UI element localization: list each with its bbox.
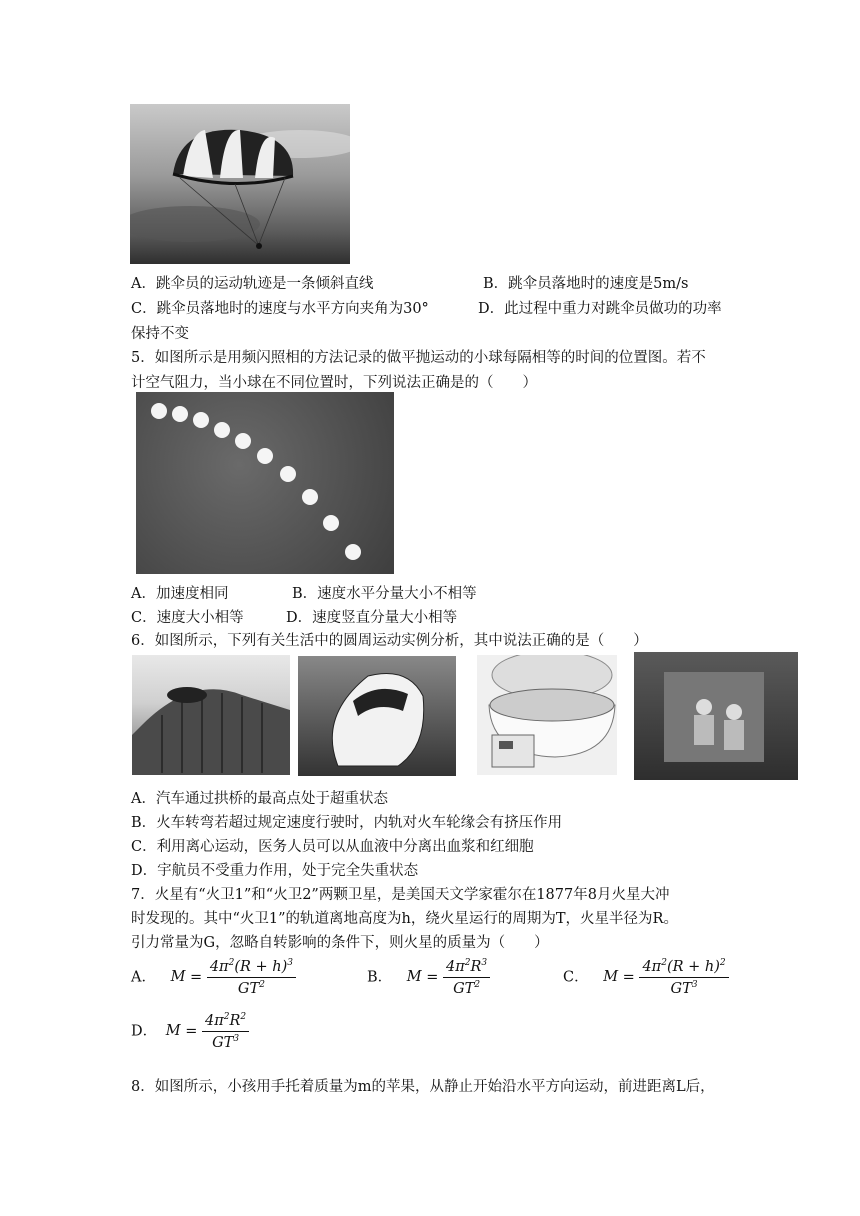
q4-option-a: A．跳伞员的运动轨迹是一条倾斜直线 (131, 276, 374, 292)
projectile-strobe-photo (136, 392, 394, 574)
q6-option-c: C．利用离心运动，医务人员可以从血液中分离出血浆和红细胞 (131, 839, 534, 855)
q6-option-d: D．宇航员不受重力作用，处于完全失重状态 (131, 863, 419, 879)
q4-option-d-continued: 保持不变 (131, 326, 189, 342)
q7-option-c-label: C． (563, 969, 589, 986)
q7-option-a-label: A． (131, 969, 156, 986)
q7-stem-line1: 7．火星有“火卫1”和“火卫2”两颗卫星，是美国天文学家霍尔在1877年8月火星大冲 (131, 887, 670, 903)
q5-option-d: D．速度竖直分量大小相等 (286, 610, 458, 626)
q4-option-c: C．跳伞员落地时的速度与水平方向夹角为30° (131, 301, 429, 317)
q8-stem: 8．如图所示，小孩用手托着质量为m的苹果，从静止开始沿水平方向运动，前进距离L后， (131, 1079, 715, 1095)
car-arch-bridge-photo (132, 655, 290, 775)
q5-option-c: C．速度大小相等 (131, 610, 244, 626)
q7-option-c: C． M = $\frac{4\pi^2(R + h)^2}{GT^3}$ (563, 958, 729, 997)
q7-stem-line3: 引力常量为G，忽略自转影响的条件下，则火星的质量为（ ） (131, 935, 549, 951)
q7-option-a: A． M = $\frac{4\pi^2(R + h)^3}{GT^2}$ (131, 958, 296, 997)
q7-option-b-label: B． (367, 969, 393, 986)
q5-option-b: B．速度水平分量大小不相等 (292, 586, 477, 602)
q6-stem: 6．如图所示，下列有关生活中的圆周运动实例分析，其中说法正确的是（ ） (131, 633, 648, 649)
q7-option-d-label: D． (131, 1023, 158, 1040)
q5-stem-line2: 计空气阻力，当小球在不同位置时，下列说法正确是的（ ） (131, 375, 537, 391)
train-turn-photo (298, 656, 456, 776)
parachute-photo (130, 104, 350, 264)
centrifuge-photo (477, 655, 617, 775)
q7-option-d: D． M = $\frac{4\pi^2R^2}{GT^3}$ (131, 1012, 249, 1051)
q5-option-a: A．加速度相同 (131, 586, 229, 602)
q7-stem-line2: 时发现的。其中“火卫1”的轨道离地高度为h，绕火星运行的周期为T，火星半径为R。 (131, 911, 678, 927)
q6-option-a: A．汽车通过拱桥的最高点处于超重状态 (131, 791, 388, 807)
q4-option-b: B．跳伞员落地时的速度是5m/s (483, 276, 689, 292)
q4-option-d: D．此过程中重力对跳伞员做功的功率 (478, 301, 722, 317)
q6-option-b: B．火车转弯若超过规定速度行驶时，内轨对火车轮缘会有挤压作用 (131, 815, 563, 831)
astronaut-space-station-photo (634, 652, 798, 780)
q7-option-b: B． M = $\frac{4\pi^2R^3}{GT^2}$ (367, 958, 490, 997)
q5-stem-line1: 5．如图所示是用频闪照相的方法记录的做平抛运动的小球每隔相等的时间的位置图。若不 (131, 350, 706, 366)
